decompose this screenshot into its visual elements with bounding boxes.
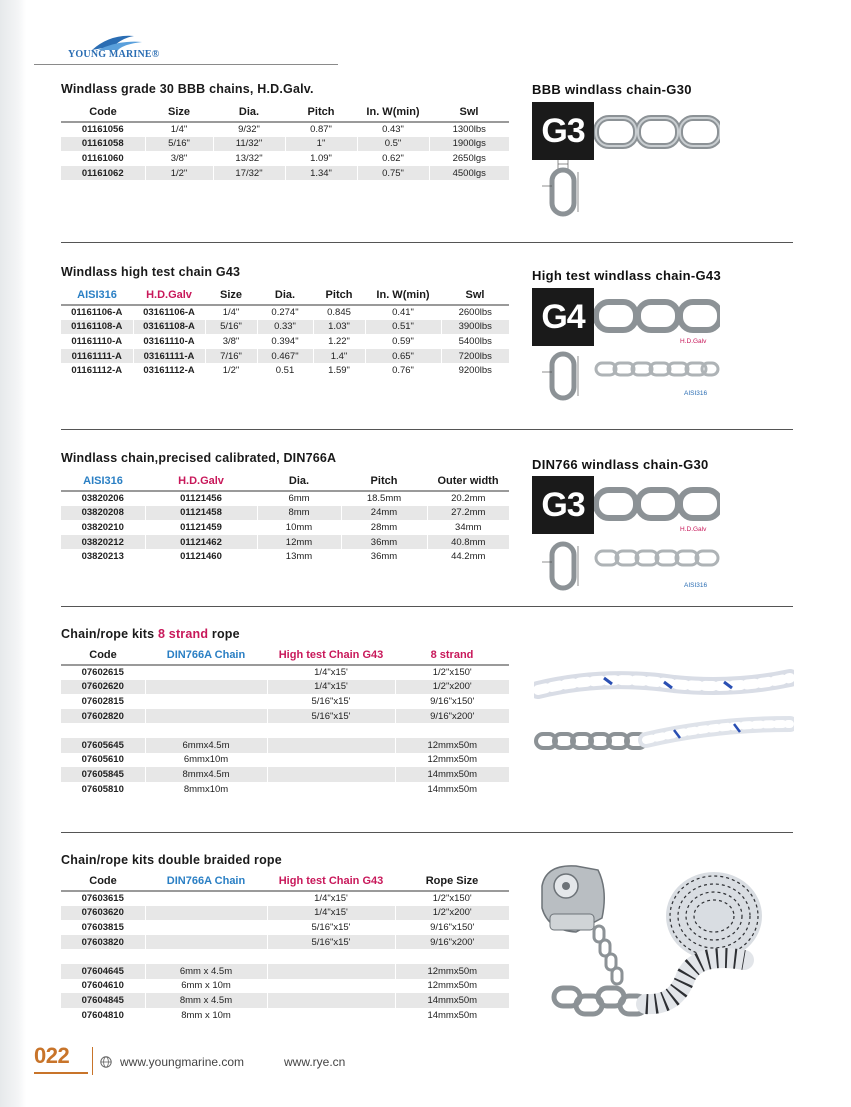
cell: 1/2" bbox=[145, 166, 213, 181]
cell bbox=[395, 949, 509, 964]
cell bbox=[145, 694, 267, 709]
cell: 44.2mm bbox=[427, 549, 509, 564]
cell: 12mmx50m bbox=[395, 964, 509, 979]
cell bbox=[267, 979, 395, 994]
col-header: DIN766A Chain bbox=[145, 871, 267, 891]
cell bbox=[61, 723, 145, 738]
caption-aisi316: AISI316 bbox=[684, 390, 708, 397]
cell: 03161111-A bbox=[133, 349, 205, 364]
cell: 10mm bbox=[257, 520, 341, 535]
chain-photo-icon bbox=[594, 110, 720, 154]
cell: 1900lgs bbox=[429, 137, 509, 152]
cell: 1.22" bbox=[313, 334, 365, 349]
cell: 34mm bbox=[427, 520, 509, 535]
cell: 0.5" bbox=[357, 137, 429, 152]
cell: 0.51 bbox=[257, 363, 313, 378]
cell: 8mm x 4.5m bbox=[145, 993, 267, 1008]
table-row bbox=[61, 363, 509, 378]
cell bbox=[145, 680, 267, 695]
table-header-row bbox=[61, 871, 509, 891]
table-row bbox=[61, 753, 509, 768]
cell bbox=[145, 920, 267, 935]
col-header: Code bbox=[61, 871, 145, 891]
stainless-chain-icon bbox=[594, 358, 720, 380]
chain-link-diagram-icon bbox=[536, 158, 596, 218]
cell: 03820208 bbox=[61, 506, 145, 521]
cell: 9/16"x150' bbox=[395, 694, 509, 709]
cell: 03161106-A bbox=[133, 305, 205, 320]
cell bbox=[267, 993, 395, 1008]
cell: 0.51" bbox=[365, 320, 441, 335]
cell: 0.41" bbox=[365, 305, 441, 320]
cell: 24mm bbox=[341, 506, 427, 521]
col-header: In. W(min) bbox=[365, 285, 441, 305]
cell: 1.09" bbox=[285, 151, 357, 166]
grade-badge: G4 bbox=[532, 288, 594, 346]
cell: 36mm bbox=[341, 535, 427, 550]
table-row bbox=[61, 723, 509, 738]
section-divider bbox=[61, 606, 793, 607]
cell: 3/8" bbox=[205, 334, 257, 349]
col-header: Size bbox=[205, 285, 257, 305]
cell: 9/32" bbox=[213, 122, 285, 137]
cell: 01161058 bbox=[61, 137, 145, 152]
cell: 1/2"x200' bbox=[395, 680, 509, 695]
table-row bbox=[61, 166, 509, 181]
cell: 0.87" bbox=[285, 122, 357, 137]
caption-hd-galv: H.D.Galv bbox=[680, 338, 707, 345]
table-header-row bbox=[61, 285, 509, 305]
cell: 12mmx50m bbox=[395, 979, 509, 994]
col-header: Swl bbox=[441, 285, 509, 305]
col-header: Rope Size bbox=[395, 871, 509, 891]
table-bbb-chains bbox=[61, 102, 509, 180]
cell: 3900lbs bbox=[441, 320, 509, 335]
table-row bbox=[61, 137, 509, 152]
cell: 03820212 bbox=[61, 535, 145, 550]
chain-photo-icon bbox=[594, 296, 720, 336]
table-row bbox=[61, 993, 509, 1008]
cell: 1/4"x15' bbox=[267, 891, 395, 906]
grade-badge: G3 bbox=[532, 102, 594, 160]
cell: 0.65" bbox=[365, 349, 441, 364]
cell: 1.4" bbox=[313, 349, 365, 364]
cell: 01161108-A bbox=[61, 320, 133, 335]
col-header: 8 strand bbox=[395, 645, 509, 665]
section-divider bbox=[61, 429, 793, 430]
chain-link-diagram-icon bbox=[536, 344, 596, 404]
col-header: Pitch bbox=[341, 471, 427, 491]
cell: 03161108-A bbox=[133, 320, 205, 335]
col-header: Pitch bbox=[313, 285, 365, 305]
cell: 3/8" bbox=[145, 151, 213, 166]
cell: 6mm bbox=[257, 491, 341, 506]
cell: 36mm bbox=[341, 549, 427, 564]
cell: 8mm x 10m bbox=[145, 1008, 267, 1023]
cell: 03820213 bbox=[61, 549, 145, 564]
col-header: Outer width bbox=[427, 471, 509, 491]
cell: 1/4"x15' bbox=[267, 680, 395, 695]
table-row bbox=[61, 906, 509, 921]
cell bbox=[267, 723, 395, 738]
chain-photo-icon bbox=[594, 484, 720, 524]
cell bbox=[267, 964, 395, 979]
grade-badge: G3 bbox=[532, 476, 594, 534]
cell: 28mm bbox=[341, 520, 427, 535]
section-title-double-braided: Chain/rope kits double braided rope bbox=[61, 853, 282, 867]
cell: 0.75" bbox=[357, 166, 429, 181]
caption-aisi316: AISI316 bbox=[684, 582, 708, 589]
title-suffix: rope bbox=[208, 627, 240, 641]
cell: 1/2"x150' bbox=[395, 891, 509, 906]
cell: 8mm bbox=[257, 506, 341, 521]
cell: 13mm bbox=[257, 549, 341, 564]
cell: 14mmx50m bbox=[395, 993, 509, 1008]
section-divider bbox=[61, 242, 793, 243]
caption-hd-galv: H.D.Galv bbox=[680, 526, 707, 533]
col-header: High test Chain G43 bbox=[267, 871, 395, 891]
chain-link-diagram-icon bbox=[536, 534, 596, 594]
cell: 07602615 bbox=[61, 665, 145, 680]
cell: 07603620 bbox=[61, 906, 145, 921]
table-row bbox=[61, 964, 509, 979]
cell: 1/4" bbox=[205, 305, 257, 320]
cell: 5400lbs bbox=[441, 334, 509, 349]
cell: 0.467" bbox=[257, 349, 313, 364]
cell: 9/16"x200' bbox=[395, 709, 509, 724]
section-title-din766: Windlass chain,precised calibrated, DIN766A bbox=[61, 451, 337, 465]
image-title-bbb: BBB windlass chain-G30 bbox=[532, 82, 692, 97]
table-row bbox=[61, 320, 509, 335]
cell: 07602620 bbox=[61, 680, 145, 695]
cell: 5/16" bbox=[145, 137, 213, 152]
cell: 03161110-A bbox=[133, 334, 205, 349]
cell: 07605810 bbox=[61, 782, 145, 797]
table-row bbox=[61, 1008, 509, 1023]
cell: 4500lgs bbox=[429, 166, 509, 181]
cell: 5/16"x15' bbox=[267, 920, 395, 935]
title-accent: 8 strand bbox=[157, 627, 209, 641]
col-header: Swl bbox=[429, 102, 509, 122]
page-number: 022 bbox=[34, 1043, 70, 1068]
table-row bbox=[61, 949, 509, 964]
table-row bbox=[61, 151, 509, 166]
table-g43-chains bbox=[61, 285, 509, 378]
cell bbox=[145, 935, 267, 950]
cell: 0.43" bbox=[357, 122, 429, 137]
col-header: High test Chain G43 bbox=[267, 645, 395, 665]
cell: 6mm x 10m bbox=[145, 979, 267, 994]
cell: 9200lbs bbox=[441, 363, 509, 378]
cell bbox=[267, 1008, 395, 1023]
cell: 01161062 bbox=[61, 166, 145, 181]
cell: 6mmx4.5m bbox=[145, 738, 267, 753]
cell bbox=[145, 949, 267, 964]
cell: 18.5mm bbox=[341, 491, 427, 506]
table-row bbox=[61, 979, 509, 994]
col-header: Code bbox=[61, 645, 145, 665]
cell: 1.03" bbox=[313, 320, 365, 335]
table-row bbox=[61, 767, 509, 782]
cell: 6mmx10m bbox=[145, 753, 267, 768]
col-header: DIN766A Chain bbox=[145, 645, 267, 665]
cell: 5/16" bbox=[205, 320, 257, 335]
cell: 27.2mm bbox=[427, 506, 509, 521]
cell: 12mmx50m bbox=[395, 753, 509, 768]
cell: 1/4"x15' bbox=[267, 906, 395, 921]
cell: 1/2"x150' bbox=[395, 665, 509, 680]
cell: 01121458 bbox=[145, 506, 257, 521]
cell bbox=[267, 738, 395, 753]
cell bbox=[145, 906, 267, 921]
cell: 40.8mm bbox=[427, 535, 509, 550]
cell: 07603615 bbox=[61, 891, 145, 906]
cell: 07602815 bbox=[61, 694, 145, 709]
cell: 9/16"x200' bbox=[395, 935, 509, 950]
cell: 0.33" bbox=[257, 320, 313, 335]
cell: 01161106-A bbox=[61, 305, 133, 320]
cell: 01161111-A bbox=[61, 349, 133, 364]
table-row bbox=[61, 694, 509, 709]
table-row bbox=[61, 782, 509, 797]
cell bbox=[267, 782, 395, 797]
cell: 07604610 bbox=[61, 979, 145, 994]
col-header: Dia. bbox=[257, 285, 313, 305]
website-link[interactable]: www.youngmarine.com bbox=[120, 1055, 245, 1069]
cell: 07604645 bbox=[61, 964, 145, 979]
cell: 13/32" bbox=[213, 151, 285, 166]
cell: 20.2mm bbox=[427, 491, 509, 506]
table-header-row bbox=[61, 471, 509, 491]
table-8strand-kits bbox=[61, 645, 509, 796]
table-row bbox=[61, 334, 509, 349]
footer-separator bbox=[92, 1047, 93, 1075]
cell bbox=[145, 723, 267, 738]
brand-name: YOUNG MARINE® bbox=[68, 49, 160, 60]
col-header: In. W(min) bbox=[357, 102, 429, 122]
col-header: Dia. bbox=[213, 102, 285, 122]
cell: 14mmx50m bbox=[395, 782, 509, 797]
cell: 07603820 bbox=[61, 935, 145, 950]
section-divider bbox=[61, 832, 793, 833]
cell: 1" bbox=[285, 137, 357, 152]
image-title-g43: High test windlass chain-G43 bbox=[532, 268, 721, 283]
cell: 01121462 bbox=[145, 535, 257, 550]
cell: 01121460 bbox=[145, 549, 257, 564]
cell: 14mmx50m bbox=[395, 767, 509, 782]
cell: 14mmx50m bbox=[395, 1008, 509, 1023]
cell: 2650lgs bbox=[429, 151, 509, 166]
cell: 07602820 bbox=[61, 709, 145, 724]
cell: 11/32" bbox=[213, 137, 285, 152]
cell: 9/16"x150' bbox=[395, 920, 509, 935]
cell: 01161056 bbox=[61, 122, 145, 137]
cell bbox=[145, 665, 267, 680]
table-row bbox=[61, 305, 509, 320]
cell: 03820206 bbox=[61, 491, 145, 506]
table-header-row bbox=[61, 102, 509, 122]
table-row bbox=[61, 535, 509, 550]
cell: 0.76" bbox=[365, 363, 441, 378]
website-link-secondary[interactable]: www.rye.cn bbox=[284, 1055, 346, 1069]
table-header-row bbox=[61, 645, 509, 665]
table-row bbox=[61, 549, 509, 564]
table-row bbox=[61, 680, 509, 695]
rope-chain-photo-icon bbox=[534, 664, 794, 784]
title-prefix: Chain/rope kits bbox=[61, 627, 158, 641]
cell: 17/32" bbox=[213, 166, 285, 181]
section-title-8strand bbox=[61, 627, 240, 641]
image-title-din766: DIN766 windlass chain-G30 bbox=[532, 457, 709, 472]
col-header: Size bbox=[145, 102, 213, 122]
table-double-braided-kits bbox=[61, 871, 509, 1022]
col-header: Code bbox=[61, 102, 145, 122]
section-title-bbb: Windlass grade 30 BBB chains, H.D.Galv. bbox=[61, 82, 314, 96]
cell: 5/16"x15' bbox=[267, 935, 395, 950]
table-row bbox=[61, 709, 509, 724]
cell: 01121459 bbox=[145, 520, 257, 535]
col-header: Dia. bbox=[257, 471, 341, 491]
cell: 07604810 bbox=[61, 1008, 145, 1023]
col-header: H.D.Galv bbox=[133, 285, 205, 305]
cell: 0.59" bbox=[365, 334, 441, 349]
cell: 0.62" bbox=[357, 151, 429, 166]
cell: 1/2" bbox=[205, 363, 257, 378]
cell: 1/4" bbox=[145, 122, 213, 137]
cell: 03820210 bbox=[61, 520, 145, 535]
windlass-rope-kit-photo-icon bbox=[536, 856, 794, 1034]
cell bbox=[267, 753, 395, 768]
table-din766-chains bbox=[61, 471, 509, 564]
globe-icon bbox=[100, 1056, 112, 1068]
cell bbox=[267, 949, 395, 964]
cell: 8mmx10m bbox=[145, 782, 267, 797]
cell bbox=[145, 891, 267, 906]
cell: 1.34" bbox=[285, 166, 357, 181]
col-header: AISI316 bbox=[61, 285, 133, 305]
page-edge-band bbox=[0, 0, 26, 1107]
cell: 1/4"x15' bbox=[267, 665, 395, 680]
section-title-g43: Windlass high test chain G43 bbox=[61, 265, 241, 279]
page-number-underline bbox=[34, 1072, 88, 1074]
cell: 03161112-A bbox=[133, 363, 205, 378]
cell: 07605845 bbox=[61, 767, 145, 782]
cell bbox=[395, 723, 509, 738]
cell: 1.59" bbox=[313, 363, 365, 378]
table-row bbox=[61, 122, 509, 137]
table-row bbox=[61, 920, 509, 935]
table-row bbox=[61, 665, 509, 680]
table-row bbox=[61, 349, 509, 364]
cell: 0.845 bbox=[313, 305, 365, 320]
table-row bbox=[61, 506, 509, 521]
cell: 5/16"x15' bbox=[267, 694, 395, 709]
cell: 01121456 bbox=[145, 491, 257, 506]
table-row bbox=[61, 891, 509, 906]
cell: 12mm bbox=[257, 535, 341, 550]
cell bbox=[267, 767, 395, 782]
cell: 0.274" bbox=[257, 305, 313, 320]
col-header: H.D.Galv bbox=[145, 471, 257, 491]
cell: 1300lbs bbox=[429, 122, 509, 137]
cell: 12mmx50m bbox=[395, 738, 509, 753]
cell: 07603815 bbox=[61, 920, 145, 935]
cell: 01161110-A bbox=[61, 334, 133, 349]
cell: 8mmx4.5m bbox=[145, 767, 267, 782]
cell: 7200lbs bbox=[441, 349, 509, 364]
cell: 07605610 bbox=[61, 753, 145, 768]
table-row bbox=[61, 520, 509, 535]
cell: 07604845 bbox=[61, 993, 145, 1008]
col-header: AISI316 bbox=[61, 471, 145, 491]
table-row bbox=[61, 491, 509, 506]
cell: 2600lbs bbox=[441, 305, 509, 320]
cell: 01161112-A bbox=[61, 363, 133, 378]
cell: 1/2"x200' bbox=[395, 906, 509, 921]
table-row bbox=[61, 738, 509, 753]
col-header: Pitch bbox=[285, 102, 357, 122]
table-row bbox=[61, 935, 509, 950]
cell: 6mm x 4.5m bbox=[145, 964, 267, 979]
cell bbox=[61, 949, 145, 964]
cell: 0.394" bbox=[257, 334, 313, 349]
cell: 5/16"x15' bbox=[267, 709, 395, 724]
cell: 01161060 bbox=[61, 151, 145, 166]
cell bbox=[145, 709, 267, 724]
cell: 07605645 bbox=[61, 738, 145, 753]
cell: 7/16" bbox=[205, 349, 257, 364]
header-rule bbox=[34, 64, 338, 65]
stainless-chain-icon bbox=[594, 546, 720, 570]
